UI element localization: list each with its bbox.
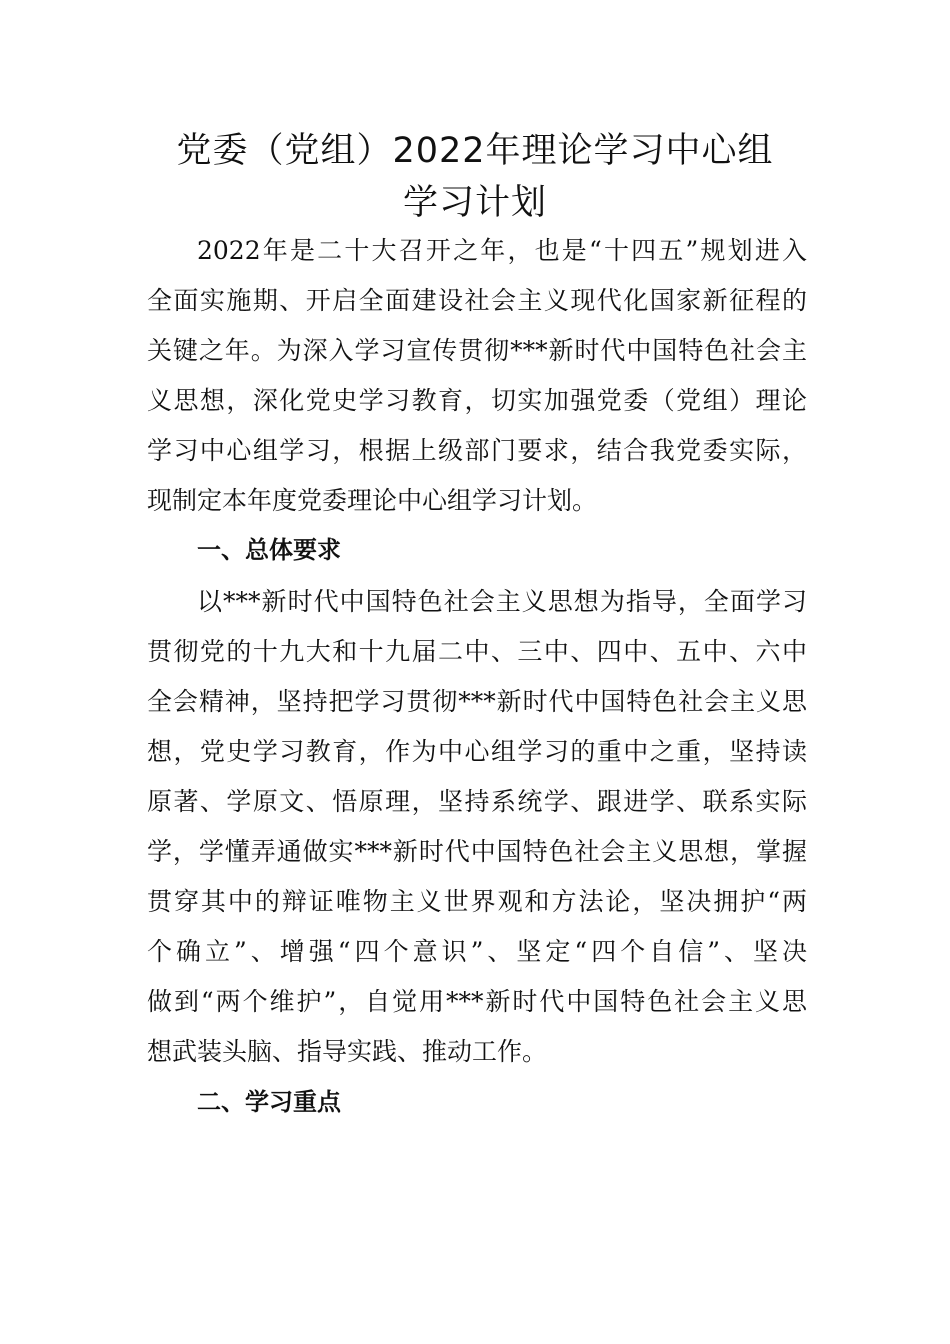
section1-paragraph-line: 学，学懂弄通做实***新时代中国特色社会主义思想，掌握 xyxy=(147,837,807,866)
section1-paragraph-line: 想，党史学习教育，作为中心组学习的重中之重，坚持读 xyxy=(147,737,807,766)
section1-paragraph-line: 个确立”、增强“四个意识”、坚定“四个自信”、坚决 xyxy=(147,937,807,966)
section1-paragraph-line: 贯彻党的十九大和十九届二中、三中、四中、五中、六中 xyxy=(147,637,807,666)
section1-paragraph-line: 想武装头脑、指导实践、推动工作。 xyxy=(147,1037,548,1066)
intro-paragraph-line: 学习中心组学习，根据上级部门要求，结合我党委实际， xyxy=(147,436,807,465)
intro-paragraph-line: 现制定本年度党委理论中心组学习计划。 xyxy=(147,486,598,515)
document-title-line-2: 学习计划 xyxy=(402,183,547,223)
section1-paragraph-line: 全会精神，坚持把学习贯彻***新时代中国特色社会主义思 xyxy=(147,687,807,716)
intro-paragraph-line: 全面实施期、开启全面建设社会主义现代化国家新征程的 xyxy=(147,286,807,315)
section-heading-general-requirements: 一、总体要求 xyxy=(197,536,341,564)
section1-paragraph-line: 以***新时代中国特色社会主义思想为指导，全面学习 xyxy=(197,587,807,616)
section1-paragraph-line: 做到“两个维护”，自觉用***新时代中国特色社会主义思 xyxy=(147,987,807,1016)
intro-paragraph-line: 义思想，深化党史学习教育，切实加强党委（党组）理论 xyxy=(147,386,807,415)
intro-paragraph-line: 2022年是二十大召开之年，也是“十四五”规划进入 xyxy=(197,236,807,265)
section-heading-study-focus: 二、学习重点 xyxy=(197,1088,341,1116)
document-title-line-1: 党委（党组）2022年理论学习中心组 xyxy=(176,131,774,171)
intro-paragraph-line: 关键之年。为深入学习宣传贯彻***新时代中国特色社会主 xyxy=(147,336,807,365)
section1-paragraph-line: 原著、学原文、悟原理，坚持系统学、跟进学、联系实际 xyxy=(147,787,807,816)
section1-paragraph-line: 贯穿其中的辩证唯物主义世界观和方法论，坚决拥护“两 xyxy=(147,887,807,916)
